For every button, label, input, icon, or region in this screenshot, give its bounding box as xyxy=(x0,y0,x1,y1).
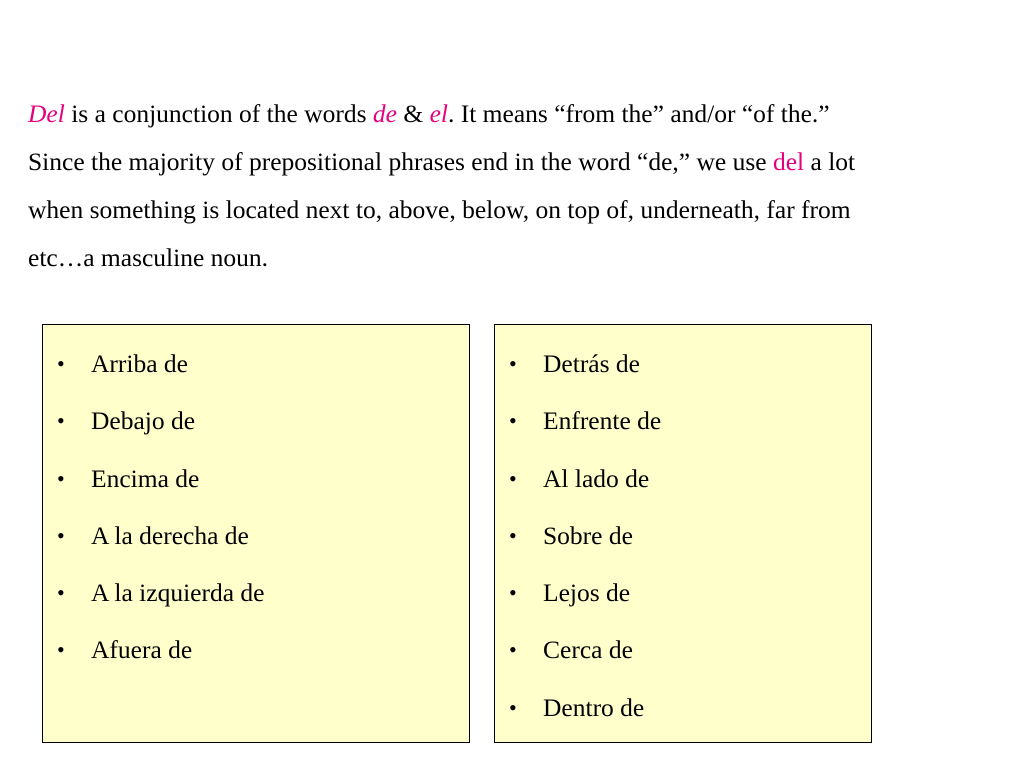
list-item xyxy=(509,392,871,449)
list-item xyxy=(57,450,469,507)
list-item xyxy=(57,507,469,564)
list-item xyxy=(57,392,469,449)
list-item-label: Arriba de xyxy=(91,349,188,378)
intro-paragraph xyxy=(28,90,1018,282)
list-item xyxy=(509,450,871,507)
bullet-icon: • xyxy=(509,637,517,663)
word-el-highlight: el xyxy=(429,99,448,128)
word-del-highlight: del xyxy=(772,147,805,176)
intro-line-3: when something is located next to, above, below, on top of, underneath, far from xyxy=(28,195,851,224)
bullet-icon: • xyxy=(57,408,65,434)
bullet-icon: • xyxy=(57,580,65,606)
list-item-label: A la izquierda de xyxy=(91,578,265,608)
word-de-highlight: de xyxy=(372,99,397,128)
intro-text: Since the majority of prepositional phrases end in the word “de,” we use xyxy=(28,147,773,176)
list-item-label: Debajo de xyxy=(91,406,196,436)
word-del-highlight: Del xyxy=(28,99,65,128)
intro-text: & xyxy=(396,99,430,128)
intro-text: is a conjunction of the words xyxy=(64,99,373,128)
list-item-label: Detrás de xyxy=(543,349,640,378)
intro-text: . It means “from the” and/or “of the.” xyxy=(447,99,830,128)
list-item xyxy=(57,564,469,621)
intro-line-1 xyxy=(28,90,1018,138)
list-item-label: A la derecha de xyxy=(91,520,249,550)
intro-text: a lot xyxy=(804,147,856,176)
list-item xyxy=(509,335,871,392)
intro-line-2 xyxy=(28,138,1018,186)
list-item-label: Al lado de xyxy=(543,463,650,493)
list-item xyxy=(57,335,469,392)
list-item xyxy=(509,621,871,678)
bullet-icon: • xyxy=(509,465,517,491)
bullet-icon: • xyxy=(57,465,65,491)
bullet-icon: • xyxy=(509,408,517,434)
list-item-label: Dentro de xyxy=(543,692,645,722)
list-item-label: Lejos de xyxy=(543,578,631,608)
list-item xyxy=(509,679,871,736)
bullet-icon: • xyxy=(57,522,65,548)
left-preposition-box xyxy=(42,324,470,743)
bullet-icon: • xyxy=(509,694,517,720)
intro-line-4: etc…a masculine noun. xyxy=(28,243,269,272)
list-item xyxy=(509,564,871,621)
bullet-icon: • xyxy=(57,351,65,376)
bullet-icon: • xyxy=(509,351,517,376)
bullet-icon: • xyxy=(57,637,65,663)
list-item-label: Encima de xyxy=(91,463,200,493)
list-item xyxy=(509,507,871,564)
list-item-label: Enfrente de xyxy=(543,406,662,436)
list-item-label: Afuera de xyxy=(91,635,193,665)
left-preposition-list xyxy=(43,325,469,679)
list-item xyxy=(57,621,469,678)
list-item-label: Sobre de xyxy=(543,520,633,550)
list-item-label: Cerca de xyxy=(543,635,633,665)
right-preposition-list xyxy=(495,325,871,736)
bullet-icon: • xyxy=(509,522,517,548)
bullet-icon: • xyxy=(509,580,517,606)
right-preposition-box xyxy=(494,324,872,743)
